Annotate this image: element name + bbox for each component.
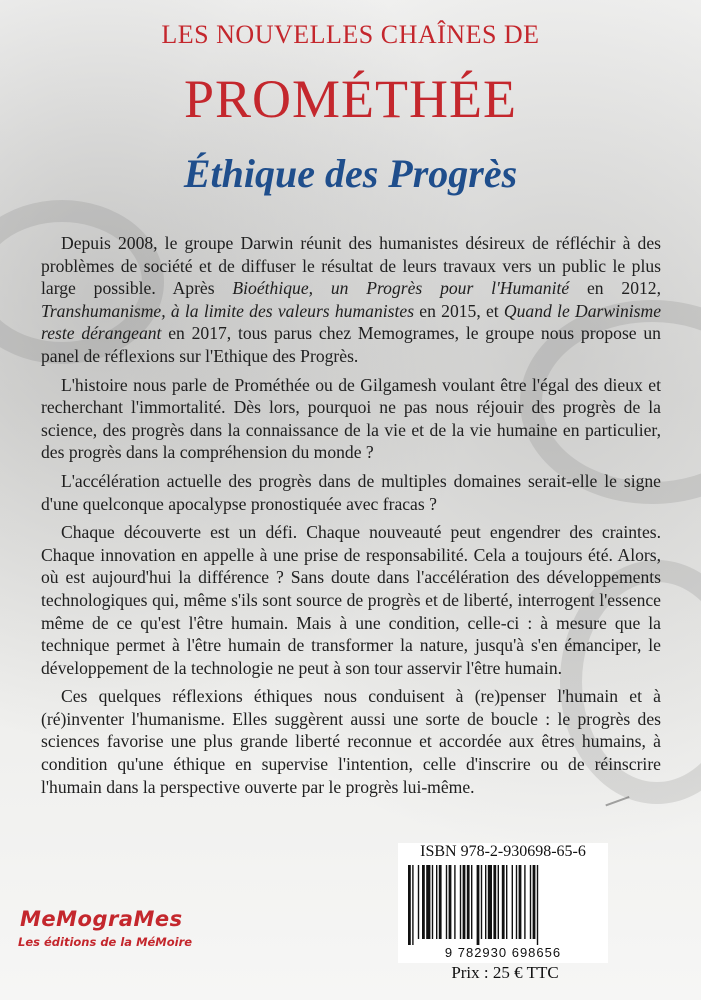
barcode-bar [439,865,442,939]
publisher-logo: MeMograMes [20,907,183,931]
barcode-bar [408,865,411,945]
blurb-paragraph-1: Depuis 2008, le groupe Darwin réunit des humanistes désireux de réfléchir à des problèmes de société et de diffuser le résultat de leurs travaux vers un public le plus large possible. Après Bioéthique, un Progrès pour l'Humanité en 2012, Transhumanisme, à la limite des valeurs humanistes en 2015, et Quand le Darwinisme reste dérangeant en 2017, tous parus chez Memogrames, le groupe nous propose un panel de réflexions sur l'Ethique des Progrès. [41,233,662,366]
barcode-bar [412,865,413,945]
barcode-bar [449,865,452,939]
blurb-paragraph-5: Ces quelques réflexions éthiques nous conduisent à (re)penser l'humain et à (ré)inventer l'humanisme. Elles suggèrent aussi une sorte de boucle : le progrès des sciences favorise une plus grande liberté reconnue et accordée aux êtres humains, à condition qu'une éthique en supervise l'intention, celle d'inscrire ou de réinscrire l'humain dans la perspective ouverte par le progrès lui-même. [41,686,661,797]
barcode-bar [530,865,531,939]
barcode-bar [506,865,507,939]
barcode-bar [426,865,430,939]
barcode-bar [498,865,499,939]
barcode-bar [524,865,525,939]
barcode-bar [485,865,486,939]
barcode-bar [477,865,480,945]
barcode-bar [446,865,447,939]
barcode-bar [454,865,455,939]
barcode-bar [418,865,419,939]
series-title: LES NOUVELLES CHAÎNES DE [161,20,540,49]
barcode-panel [398,843,608,963]
barcode-bar [463,865,466,939]
blurb-text [41,232,661,804]
book-title: PROMÉTHÉE [184,69,517,129]
blurb-paragraph-2: L'histoire nous parle de Prométhée ou de Gilgamesh voulant être l'égal des dieux et recherchant l'immortalité. Dès lors, pourquoi ne pas nous réjouir des progrès de la science, des progrès dans la connaissance de la vie et de la vie humaine en particulier, des progrès dans la compréhension du monde ? [41,374,661,463]
barcode-bar [467,865,470,939]
barcode-icon [406,865,600,945]
publisher-tagline: Les éditions de la MéMoire [18,935,193,949]
barcode-bar [533,865,536,939]
barcode-bar [436,865,437,939]
barcode-bar [432,865,433,939]
barcode-bar [516,865,517,939]
blurb-paragraph-3: L'accélération actuelle des progrès dans de multiples domaines serait-elle le signe d'une quelconque apocalypse pronostiquée avec fracas ? [41,470,661,514]
barcode-digits: 9 782930 698656 [444,945,562,960]
blurb-paragraph-4: Chaque découverte est un défi. Chaque nouveauté peut engendrer des craintes. Chaque innovation en appelle à une prise de responsabilité. Cela a toujours été. Alors, où est aujourd'hui la différence ? Sans doute dans l'accélération des développements technologiques qui, même s'ils sont source de progrès et de liberté, interrogent l'essence même de ce qu'est l'être humain. Mais à une condition, celle-ci : à mesure que la technique permet à l'être humain de transformer la nature, jusqu'à s'en émanciper, le développement de la technologie ne peut à son tour asservir l'être humain. [41,522,661,678]
barcode-bar [488,865,492,939]
barcode-bar [493,865,496,939]
barcode-bar [422,865,425,939]
barcode-bar [460,865,461,939]
barcode-bar [481,865,482,939]
barcode-bar [471,865,472,939]
barcode-bar [519,865,522,939]
price-label: Prix : 25 € TTC [451,963,559,982]
barcode-bar [512,865,513,939]
isbn-number: ISBN 978-2-930698-65-6 [420,843,586,860]
book-subtitle: Éthique des Progrès [183,151,518,196]
barcode-bar [537,865,538,945]
barcode-bar [502,865,505,939]
